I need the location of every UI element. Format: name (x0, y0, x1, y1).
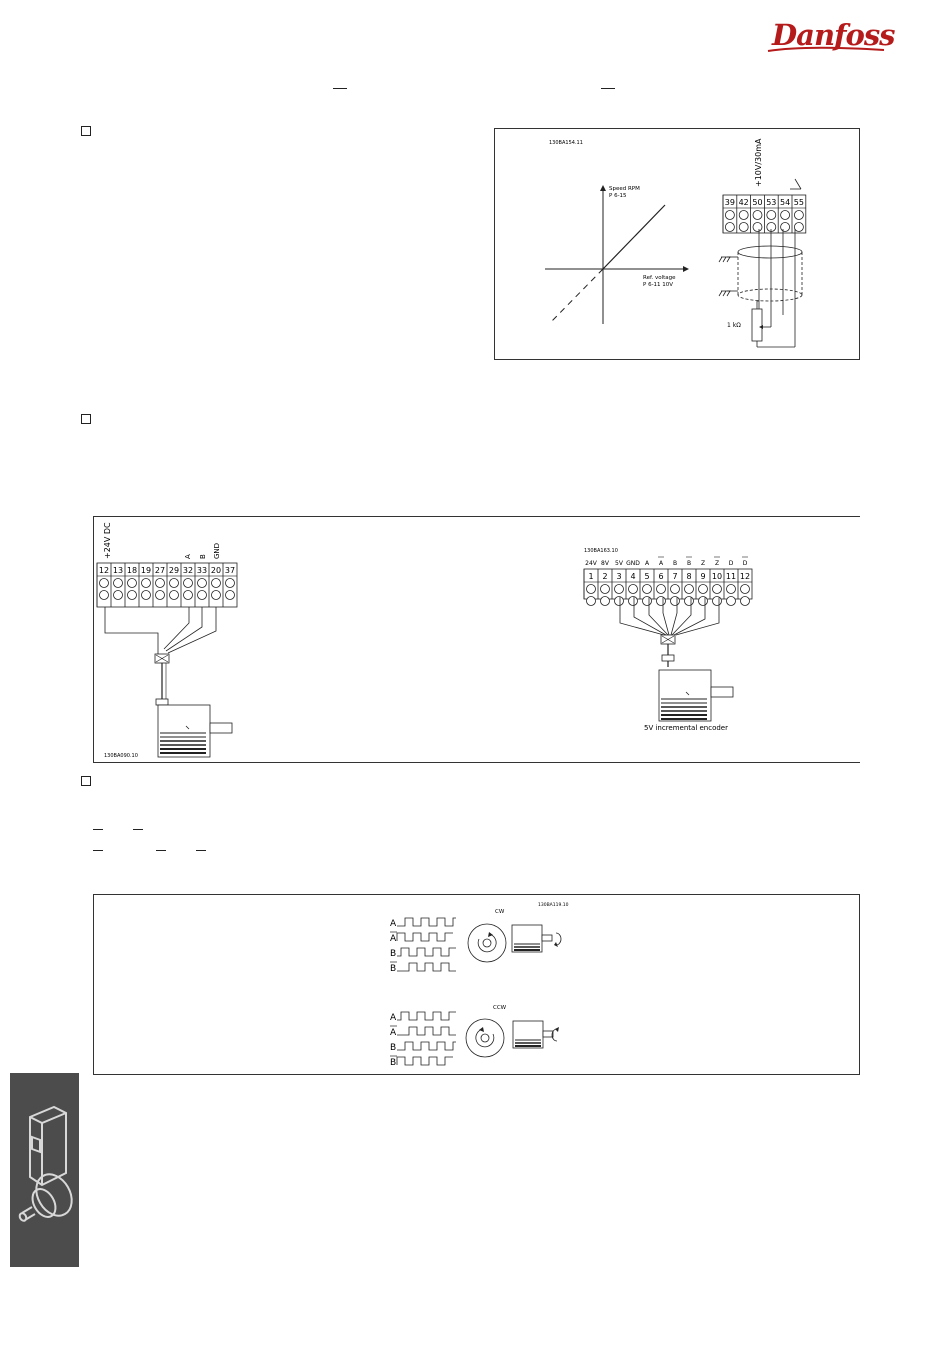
figure-code-left: 130BA090.10 (104, 753, 138, 759)
section-bullet (81, 776, 91, 786)
terminal-screw-icon (699, 585, 708, 594)
signal-name: B (390, 1043, 397, 1053)
overbar-mark (156, 850, 166, 851)
signal-name: A (390, 919, 397, 929)
pulse-wave (397, 1057, 453, 1065)
x-axis-label: Ref. voltage (643, 275, 676, 281)
ground-icon (719, 291, 738, 296)
y-axis-label: Speed RPM (609, 186, 640, 192)
terminal-screw-icon (727, 585, 736, 594)
danfoss-logo (772, 18, 895, 52)
pulse-wave (397, 963, 456, 971)
terminal-number: 20 (210, 566, 222, 575)
signal-label: A (644, 560, 650, 567)
signal-label: 5V (615, 560, 623, 567)
signal-name: B (390, 1058, 397, 1068)
terminal-screw-icon (212, 579, 221, 588)
cw-label: CW (495, 909, 505, 915)
pulse-wave (397, 933, 453, 941)
ground-icon (719, 257, 738, 262)
terminal-screw-icon (156, 579, 165, 588)
terminal-number: 42 (738, 198, 749, 207)
signal-label: B (686, 560, 692, 567)
terminal-screw-icon (629, 585, 638, 594)
figure-rotation-direction (93, 894, 860, 1075)
cable-shield-bottom (738, 289, 802, 301)
terminal-number: 5 (644, 572, 650, 581)
terminal-screw-icon (601, 585, 610, 594)
terminal-screw-icon (685, 585, 694, 594)
signal-label: Z (714, 560, 720, 567)
terminal-screw-icon (657, 597, 666, 606)
signal-label: 24V (585, 560, 597, 567)
terminal-number: 11 (725, 572, 737, 581)
label-b: B (199, 554, 207, 559)
terminal-screw-icon (128, 591, 137, 600)
signal-name: B (390, 964, 397, 974)
terminal-number: 37 (224, 566, 236, 575)
signal-labels (585, 557, 748, 567)
terminal-screw-icon (226, 591, 235, 600)
pulse-wave (397, 1042, 456, 1050)
terminal-screw-icon (587, 585, 596, 594)
terminal-screw-icon (100, 579, 109, 588)
label-gnd: GND (213, 542, 221, 559)
terminal-screw-icon (212, 591, 221, 600)
section-bullet (81, 126, 91, 136)
terminal-screw-icon (794, 223, 803, 232)
overbar-mark (196, 850, 206, 851)
encoder-cw-icon (512, 925, 561, 952)
encoder-ccw-icon (513, 1021, 559, 1048)
label-a: A (184, 554, 192, 559)
signal-name: A (390, 934, 397, 944)
encoder-icon (659, 655, 733, 721)
terminal-screw-icon (671, 585, 680, 594)
terminal-screw-icon (615, 585, 624, 594)
terminal-screw-icon (725, 211, 734, 220)
terminal-number: 39 (724, 198, 735, 207)
terminal-block (723, 195, 806, 233)
figure-code: 130BA154.11 (549, 140, 583, 146)
signal-label: Z (700, 560, 706, 567)
terminal-screw-icon (184, 579, 193, 588)
terminal-screw-icon (601, 597, 610, 606)
terminal-screw-icon (629, 597, 638, 606)
terminal-screw-icon (198, 579, 207, 588)
terminal-screw-icon (128, 579, 137, 588)
drive-motor-icon (10, 1073, 79, 1267)
terminal-number: 12 (98, 566, 110, 575)
figure-code-right: 130BA163.10 (584, 548, 618, 554)
terminal-screw-icon (794, 211, 803, 220)
pulse-wave (397, 1027, 456, 1035)
terminal-screw-icon (741, 585, 750, 594)
terminal-screw-icon (699, 597, 708, 606)
terminal-screw-icon (615, 597, 624, 606)
terminal-number: 54 (780, 198, 791, 207)
signal-name: A (390, 1028, 397, 1038)
terminal-screw-icon (713, 597, 722, 606)
terminal-screw-icon (114, 579, 123, 588)
signal-label: B (672, 560, 678, 567)
terminal-screw-icon (725, 223, 734, 232)
encoder-icon (156, 699, 232, 757)
pulse-wave (397, 948, 456, 956)
terminal-number: 3 (616, 572, 622, 581)
terminal-number: 13 (112, 566, 124, 575)
terminal-number: 19 (140, 566, 152, 575)
terminal-screw-icon (142, 591, 151, 600)
terminal-number: 33 (196, 566, 208, 575)
overbar-mark (601, 88, 615, 89)
terminal-number: 7 (672, 572, 678, 581)
pulse-trains-ccw (390, 1012, 456, 1068)
right-terminal-block (584, 569, 752, 606)
overbar-mark (133, 829, 143, 830)
x-axis-arrow-icon (683, 266, 689, 272)
terminal-55-mark (795, 179, 801, 189)
terminal-screw-icon (713, 585, 722, 594)
terminal-screw-icon (741, 597, 750, 606)
label-24v: +24V DC (103, 522, 112, 559)
terminal-number: 29 (168, 566, 180, 575)
figure2-diagram (94, 517, 860, 762)
terminal-screw-icon (739, 211, 748, 220)
cable-shield-top (738, 246, 802, 258)
terminal-number: 10 (711, 572, 723, 581)
figure3-diagram (94, 895, 859, 1074)
terminal-number: 53 (766, 198, 777, 207)
supply-label: +10V/30mA (754, 138, 763, 187)
terminal-number: 55 (793, 198, 804, 207)
terminal-screw-icon (142, 579, 151, 588)
signal-label: 8V (601, 560, 609, 567)
terminal-number: 12 (739, 572, 751, 581)
terminal-screw-icon (671, 597, 680, 606)
x-axis-param: P 6-11 10V (643, 282, 674, 288)
ccw-label: CCW (493, 1005, 507, 1011)
speed-curve-negative (550, 269, 603, 323)
terminal-screw-icon (753, 211, 762, 220)
terminal-number: 4 (630, 572, 636, 581)
encoder-caption: 5V incremental encoder (644, 724, 728, 732)
pulse-wave (397, 918, 456, 926)
y-axis-param: P 6-15 (609, 193, 627, 199)
potentiometer-icon (752, 309, 762, 341)
terminal-number: 1 (588, 572, 594, 581)
speed-curve (603, 205, 665, 269)
terminal-number: 2 (602, 572, 608, 581)
terminal-number: 18 (126, 566, 138, 575)
logo-swoosh-icon (766, 46, 886, 54)
terminal-number: 27 (154, 566, 166, 575)
terminal-number: 8 (686, 572, 692, 581)
signal-name: A (390, 1013, 397, 1023)
signal-label: D (728, 560, 734, 567)
figure-reference-voltage (494, 128, 860, 360)
figure-encoder-connection (93, 516, 860, 763)
pulse-trains-cw (390, 918, 456, 974)
terminal-screw-icon (781, 223, 790, 232)
terminal-screw-icon (781, 211, 790, 220)
terminal-screw-icon (156, 591, 165, 600)
signal-label: D (742, 560, 748, 567)
terminal-number: 6 (658, 572, 664, 581)
figure-code: 130BA119.10 (538, 903, 569, 908)
left-terminal-block (97, 563, 237, 607)
terminal-screw-icon (226, 579, 235, 588)
y-axis-arrow-icon (600, 185, 606, 191)
terminal-number: 32 (182, 566, 194, 575)
signal-label: GND (626, 560, 640, 567)
terminal-screw-icon (685, 597, 694, 606)
resistor-label: 1 kΩ (727, 322, 741, 329)
pulse-wave (397, 1012, 456, 1020)
terminal-screw-icon (184, 591, 193, 600)
overbar-mark (333, 88, 347, 89)
chapter-side-tab (10, 1073, 79, 1267)
terminal-screw-icon (587, 597, 596, 606)
overbar-mark (93, 850, 103, 851)
terminal-screw-icon (198, 591, 207, 600)
terminal-screw-icon (643, 585, 652, 594)
signal-name: B (390, 949, 397, 959)
terminal-screw-icon (739, 223, 748, 232)
terminal-screw-icon (727, 597, 736, 606)
terminal-screw-icon (753, 223, 762, 232)
terminal-screw-icon (657, 585, 666, 594)
terminal-screw-icon (170, 591, 179, 600)
overbar-mark (93, 829, 103, 830)
terminal-screw-icon (767, 211, 776, 220)
terminal-screw-icon (643, 597, 652, 606)
terminal-screw-icon (114, 591, 123, 600)
terminal-screw-icon (170, 579, 179, 588)
signal-label: A (658, 560, 664, 567)
terminal-number: 50 (752, 198, 763, 207)
terminal-screw-icon (100, 591, 109, 600)
terminal-number: 9 (700, 572, 706, 581)
section-bullet (81, 414, 91, 424)
brand-text: Danfoss (772, 18, 895, 52)
figure1-diagram (495, 129, 859, 359)
